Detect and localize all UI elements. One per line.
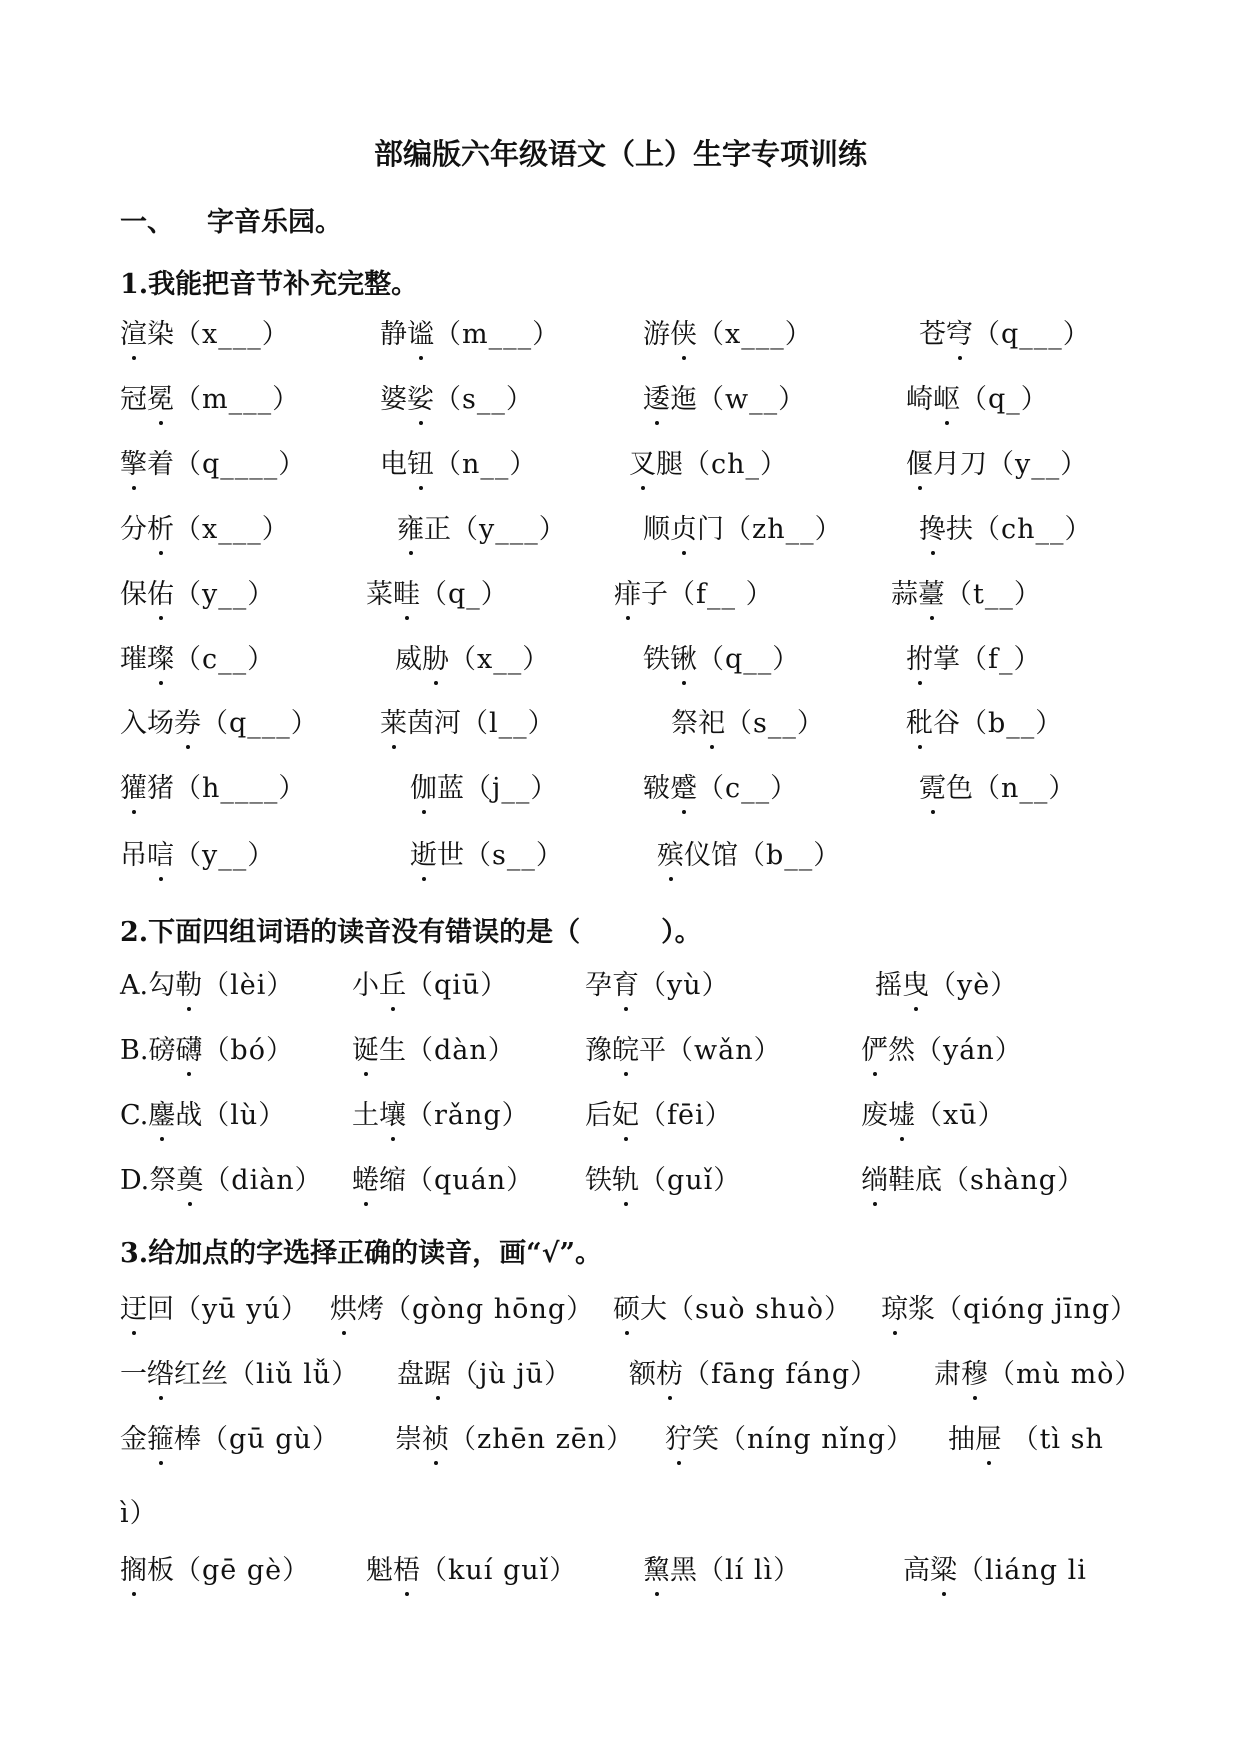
word-text: 莱茵河	[380, 706, 461, 742]
emphasis-dot-icon	[945, 421, 949, 425]
pinyin-blank: （níng nǐng）	[719, 1424, 914, 1455]
word-text: 雍正	[397, 512, 451, 548]
pinyin-blank: （qiū）	[406, 970, 509, 1001]
word-text: 婆娑	[380, 382, 434, 418]
q3-item	[120, 1496, 158, 1532]
q1-item	[891, 577, 1042, 613]
q1-item	[906, 642, 1042, 678]
pinyin-blank: （f_）	[960, 644, 1042, 675]
word-text: 崎岖	[906, 382, 960, 418]
word-text: 硕大	[613, 1292, 667, 1328]
q2-item	[352, 1033, 516, 1069]
word-text: 祭祀	[671, 706, 725, 742]
emphasis-dot-icon	[942, 1592, 946, 1596]
emphasis-dot-icon	[641, 486, 645, 490]
word-text: 俨然	[861, 1033, 915, 1069]
emphasis-dot-icon	[436, 1396, 440, 1400]
q2-item	[585, 1098, 733, 1134]
word-text: 豫皖平	[585, 1033, 666, 1069]
word-text: 摇曳	[875, 968, 929, 1004]
emphasis-dot-icon	[682, 356, 686, 360]
q1-item	[643, 642, 800, 678]
q3-item	[613, 1292, 852, 1328]
q3-item	[395, 1422, 634, 1458]
word-text: 顺贞门	[643, 512, 724, 548]
emphasis-dot-icon	[900, 1137, 904, 1141]
option-letter: D.	[120, 1165, 150, 1196]
pinyin-blank: （s__）	[434, 384, 534, 415]
q1-item	[614, 577, 774, 613]
emphasis-dot-icon	[682, 551, 686, 555]
pinyin-blank: （q____）	[174, 449, 307, 480]
pinyin-blank: （kuí guǐ）	[420, 1555, 578, 1586]
emphasis-dot-icon	[987, 1461, 991, 1465]
q1-item	[906, 447, 1088, 483]
pinyin-blank: （q___）	[973, 319, 1091, 350]
word-text: 皲蹙	[643, 771, 697, 807]
pinyin-blank: （guǐ）	[639, 1165, 742, 1196]
pinyin-blank: （s__）	[725, 708, 825, 739]
q2-item	[585, 1163, 741, 1199]
word-text: 鏖战	[148, 1098, 202, 1134]
pinyin-blank: （q_）	[960, 384, 1049, 415]
pinyin-blank: （diàn）	[203, 1165, 323, 1196]
q1-item	[120, 771, 306, 807]
pinyin-blank: （x__）	[449, 644, 551, 675]
emphasis-dot-icon	[626, 616, 630, 620]
word-text: 渲染	[120, 317, 174, 353]
q2-item	[352, 1163, 534, 1199]
emphasis-dot-icon	[873, 1202, 877, 1206]
q1-item	[906, 382, 1049, 418]
question-3-heading: 3.给加点的字选择正确的读音，画“√”。	[120, 1238, 602, 1269]
emphasis-dot-icon	[391, 1007, 395, 1011]
emphasis-dot-icon	[391, 1137, 395, 1141]
section-label: 一、	[120, 207, 174, 238]
q1-item	[120, 577, 275, 613]
word-text: 小丘	[352, 968, 406, 1004]
q2-item	[585, 1033, 782, 1069]
q1-item	[395, 642, 550, 678]
pinyin-blank: （lèi）	[202, 970, 295, 1001]
word-text: 拊掌	[906, 642, 960, 678]
q2-item	[875, 968, 1018, 1004]
emphasis-dot-icon	[624, 1007, 628, 1011]
word-text: 崇祯	[395, 1422, 449, 1458]
pinyin-blank: （gū gù）	[201, 1424, 340, 1455]
word-text: 吊唁	[120, 838, 174, 874]
emphasis-dot-icon	[655, 1592, 659, 1596]
q3-item	[934, 1357, 1142, 1393]
word-text: 绱鞋底	[861, 1163, 942, 1199]
emphasis-dot-icon	[342, 1331, 346, 1335]
option-letter: B.	[120, 1035, 149, 1066]
pinyin-blank: （j__）	[464, 773, 559, 804]
pinyin-blank: （l__）	[461, 708, 556, 739]
q1-item	[120, 642, 275, 678]
pinyin-blank: （gòng hōng）	[384, 1294, 595, 1325]
pinyin-blank: （b__）	[960, 708, 1064, 739]
q2-item	[861, 1163, 1085, 1199]
word-text: 殡仪馆	[657, 838, 738, 874]
q3-item	[948, 1422, 1104, 1458]
word-text: 入场券	[120, 706, 201, 742]
section-title: 字音乐园。	[207, 207, 342, 238]
q1-item	[643, 317, 813, 353]
emphasis-dot-icon	[364, 1202, 368, 1206]
word-text: 金箍棒	[120, 1422, 201, 1458]
q1-item	[120, 382, 300, 418]
emphasis-dot-icon	[188, 1202, 192, 1206]
pinyin-blank: （yù）	[639, 970, 730, 1001]
pinyin-blank: （lí lì）	[697, 1555, 802, 1586]
emphasis-dot-icon	[159, 681, 163, 685]
q2-item	[120, 1033, 294, 1069]
word-text: 璀璨	[120, 642, 174, 678]
emphasis-dot-icon	[625, 1331, 629, 1335]
word-text: 偃月刀	[906, 447, 987, 483]
pinyin-blank: （c__）	[174, 644, 276, 675]
word-text: 保佑	[120, 577, 174, 613]
word-text: 蒜薹	[891, 577, 945, 613]
pinyin-blank: （q___）	[201, 708, 319, 739]
pinyin-blank: （s__）	[464, 840, 564, 871]
word-text: 分析	[120, 512, 174, 548]
word-text: 菜畦	[366, 577, 420, 613]
option-letter: C.	[120, 1100, 149, 1131]
q1-item	[919, 317, 1091, 353]
pinyin-blank: （bó）	[202, 1035, 294, 1066]
word-text: 高粱	[903, 1553, 957, 1589]
emphasis-dot-icon	[422, 877, 426, 881]
pinyin-blank: （xū）	[915, 1100, 1006, 1131]
q1-item	[380, 317, 560, 353]
emphasis-dot-icon	[419, 486, 423, 490]
word-text: 诞生	[352, 1033, 406, 1069]
question-1-heading: 1.我能把音节补充完整。	[120, 269, 419, 300]
word-text: 游侠	[643, 317, 697, 353]
q1-item	[643, 382, 806, 418]
pinyin-blank: （yè）	[929, 970, 1019, 1001]
pinyin-blank: （q_）	[420, 579, 509, 610]
emphasis-dot-icon	[159, 877, 163, 881]
word-text: 琼浆	[881, 1292, 935, 1328]
emphasis-dot-icon	[364, 1072, 368, 1076]
q3-item	[366, 1553, 577, 1589]
pinyin-blank: （yán）	[915, 1035, 1023, 1066]
emphasis-dot-icon	[918, 486, 922, 490]
word-text: 魁梧	[366, 1553, 420, 1589]
emphasis-dot-icon	[132, 356, 136, 360]
pinyin-blank: （x___）	[174, 319, 290, 350]
emphasis-dot-icon	[405, 1592, 409, 1596]
emphasis-dot-icon	[159, 1461, 163, 1465]
word-text: 祭奠	[149, 1163, 203, 1199]
q3-item	[120, 1357, 359, 1393]
emphasis-dot-icon	[405, 616, 409, 620]
pinyin-blank: （y__）	[987, 449, 1089, 480]
pinyin-blank: （jù jū）	[451, 1359, 573, 1390]
word-text: 搀扶	[919, 512, 973, 548]
word-text: 霓色	[919, 771, 973, 807]
emphasis-dot-icon	[682, 810, 686, 814]
word-text: 伽蓝	[410, 771, 464, 807]
pinyin-blank: （suò shuò）	[667, 1294, 852, 1325]
word-text: 勾勒	[148, 968, 202, 1004]
q1-item	[380, 447, 537, 483]
word-text: 黧黑	[643, 1553, 697, 1589]
q2-item	[585, 968, 730, 1004]
word-text: 孕育	[585, 968, 639, 1004]
q3-item	[903, 1553, 1087, 1589]
emphasis-dot-icon	[958, 356, 962, 360]
word-text: 威胁	[395, 642, 449, 678]
word-text: 逝世	[410, 838, 464, 874]
q1-item	[410, 838, 564, 874]
pinyin-blank: （x___）	[697, 319, 813, 350]
q2-item	[120, 968, 294, 1004]
pinyin-blank: （fāng fáng）	[683, 1359, 879, 1390]
pinyin-blank: （quán）	[406, 1165, 535, 1196]
q1-item	[657, 838, 841, 874]
emphasis-dot-icon	[186, 745, 190, 749]
emphasis-dot-icon	[409, 551, 413, 555]
q1-item	[120, 512, 290, 548]
emphasis-dot-icon	[669, 877, 673, 881]
pinyin-blank: （liǔ lǚ）	[228, 1359, 360, 1390]
word-text: 电钮	[380, 447, 434, 483]
q3-item	[120, 1292, 309, 1328]
emphasis-dot-icon	[918, 745, 922, 749]
emphasis-dot-icon	[187, 1007, 191, 1011]
pinyin-blank: （c__）	[697, 773, 799, 804]
pinyin-blank: （n__）	[973, 773, 1077, 804]
emphasis-dot-icon	[710, 745, 714, 749]
word-text: 秕谷	[906, 706, 960, 742]
emphasis-dot-icon	[132, 810, 136, 814]
pinyin-blank: （ch_）	[683, 449, 789, 480]
q2-item	[861, 1033, 1023, 1069]
emphasis-dot-icon	[132, 486, 136, 490]
question-2-heading: 2.下面四组词语的读音没有错误的是（ ）。	[120, 917, 702, 948]
emphasis-dot-icon	[159, 1396, 163, 1400]
word-text: 烘烤	[330, 1292, 384, 1328]
word-text: 苍穹	[919, 317, 973, 353]
pinyin-blank: （shàng）	[942, 1165, 1086, 1196]
q3-item	[120, 1553, 310, 1589]
q3-item	[881, 1292, 1138, 1328]
emphasis-dot-icon	[873, 1072, 877, 1076]
q1-item	[919, 771, 1076, 807]
word-text: 额枋	[629, 1357, 683, 1393]
q1-item	[643, 771, 798, 807]
emphasis-dot-icon	[132, 1592, 136, 1596]
pinyin-blank: （wǎn）	[666, 1035, 782, 1066]
word-text: 冠冕	[120, 382, 174, 418]
word-text: 静谧	[380, 317, 434, 353]
emphasis-dot-icon	[677, 1461, 681, 1465]
q1-item	[120, 317, 290, 353]
page-title: 部编版六年级语文（上）生字专项训练	[373, 137, 867, 171]
word-text: 逶迤	[643, 382, 697, 418]
q1-item	[120, 838, 275, 874]
word-text: 痱子	[614, 577, 668, 613]
pinyin-blank: （fēi）	[639, 1100, 733, 1131]
emphasis-dot-icon	[392, 745, 396, 749]
q1-item	[643, 512, 843, 548]
pinyin-blank: （y___）	[451, 514, 567, 545]
word-text: 一绺红丝	[120, 1357, 228, 1393]
pinyin-blank: （zh__）	[724, 514, 843, 545]
pinyin-blank: （yū yú）	[174, 1294, 309, 1325]
pinyin-blank: （n__）	[434, 449, 538, 480]
emphasis-dot-icon	[159, 616, 163, 620]
emphasis-dot-icon	[668, 1396, 672, 1400]
pinyin-blank: （x___）	[174, 514, 290, 545]
pinyin-blank: （m___）	[434, 319, 561, 350]
q1-item	[629, 447, 788, 483]
emphasis-dot-icon	[973, 1396, 977, 1400]
q3-item	[665, 1422, 914, 1458]
q1-item	[397, 512, 567, 548]
word-text: 搁板	[120, 1553, 174, 1589]
pinyin-blank: （w__）	[697, 384, 807, 415]
emphasis-dot-icon	[419, 421, 423, 425]
emphasis-dot-icon	[159, 421, 163, 425]
word-text: 獾猪	[120, 771, 174, 807]
q1-item	[120, 447, 306, 483]
word-text: 废墟	[861, 1098, 915, 1134]
q1-item	[366, 577, 509, 613]
pinyin-blank: （lù）	[202, 1100, 287, 1131]
pinyin-blank: （gē gè）	[174, 1555, 311, 1586]
pinyin-blank: （liáng li	[957, 1555, 1087, 1586]
pinyin-blank: （y__）	[174, 579, 276, 610]
pinyin-blank: ì）	[120, 1498, 158, 1529]
emphasis-dot-icon	[624, 1072, 628, 1076]
pinyin-blank: （m___）	[174, 384, 301, 415]
word-text: 铁锹	[643, 642, 697, 678]
q3-item	[629, 1357, 878, 1393]
emphasis-dot-icon	[655, 421, 659, 425]
q3-item	[643, 1553, 801, 1589]
emphasis-dot-icon	[931, 810, 935, 814]
pinyin-blank: （dàn）	[406, 1035, 516, 1066]
word-text: 迂回	[120, 1292, 174, 1328]
q2-item	[861, 1098, 1006, 1134]
word-text: 肃穆	[934, 1357, 988, 1393]
emphasis-dot-icon	[624, 1202, 628, 1206]
emphasis-dot-icon	[160, 1137, 164, 1141]
emphasis-dot-icon	[893, 1331, 897, 1335]
word-text: 磅礴	[148, 1033, 202, 1069]
emphasis-dot-icon	[931, 551, 935, 555]
emphasis-dot-icon	[914, 1007, 918, 1011]
q2-item	[352, 1098, 530, 1134]
emphasis-dot-icon	[682, 681, 686, 685]
q2-item	[352, 968, 508, 1004]
emphasis-dot-icon	[422, 810, 426, 814]
q2-item	[120, 1163, 323, 1199]
q1-item	[380, 382, 534, 418]
word-text: 铁轨	[585, 1163, 639, 1199]
emphasis-dot-icon	[159, 551, 163, 555]
q3-item	[397, 1357, 572, 1393]
q3-item	[120, 1422, 340, 1458]
pinyin-blank: （t__）	[945, 579, 1042, 610]
emphasis-dot-icon	[132, 1331, 136, 1335]
emphasis-dot-icon	[434, 1461, 438, 1465]
word-text: 叉腿	[629, 447, 683, 483]
emphasis-dot-icon	[918, 681, 922, 685]
pinyin-blank: （mù mò）	[988, 1359, 1143, 1390]
word-text: 狞笑	[665, 1422, 719, 1458]
emphasis-dot-icon	[624, 1137, 628, 1141]
pinyin-blank: （f__ ）	[668, 579, 774, 610]
pinyin-blank: （b__）	[738, 840, 842, 871]
word-text: 后妃	[585, 1098, 639, 1134]
q1-item	[120, 706, 319, 742]
pinyin-blank: （rǎng）	[406, 1100, 530, 1131]
pinyin-blank: （qióng jīng）	[935, 1294, 1139, 1325]
emphasis-dot-icon	[434, 681, 438, 685]
pinyin-blank: （zhēn zēn）	[449, 1424, 635, 1455]
q1-item	[906, 706, 1063, 742]
word-text: 土壤	[352, 1098, 406, 1134]
word-text: 蜷缩	[352, 1163, 406, 1199]
q3-item	[330, 1292, 594, 1328]
pinyin-blank: （q__）	[697, 644, 801, 675]
emphasis-dot-icon	[930, 616, 934, 620]
word-text: 擎着	[120, 447, 174, 483]
pinyin-blank: （y__）	[174, 840, 276, 871]
word-text: 盘踞	[397, 1357, 451, 1393]
pinyin-blank: （tì sh	[1002, 1424, 1104, 1455]
q1-item	[671, 706, 825, 742]
option-letter: A.	[120, 970, 149, 1001]
pinyin-blank: （h____）	[174, 773, 307, 804]
q1-item	[380, 706, 556, 742]
q1-item	[410, 771, 558, 807]
pinyin-blank: （ch__）	[973, 514, 1093, 545]
emphasis-dot-icon	[187, 1072, 191, 1076]
q2-item	[120, 1098, 286, 1134]
emphasis-dot-icon	[419, 356, 423, 360]
q1-item	[919, 512, 1093, 548]
word-text: 抽屉	[948, 1422, 1002, 1458]
